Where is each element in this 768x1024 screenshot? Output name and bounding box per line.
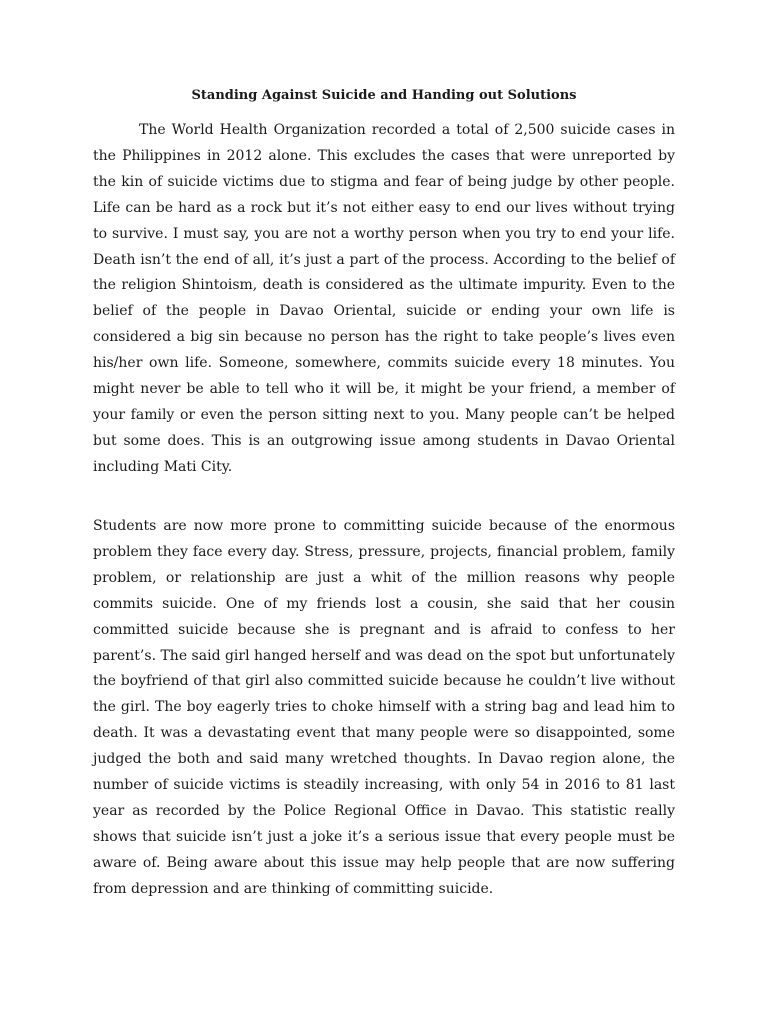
document-title: Standing Against Suicide and Handing out Solutions xyxy=(191,88,577,103)
document-page xyxy=(93,0,675,1024)
paragraph-1: The World Health Organization recorded a total of 2,500 suicide cases in the Philippines in 2012 alone. This excludes the cases that were unreported by the kin of suicide victims due to stigma and fear of being judge by other people. Life can be hard as a rock but it’s not either easy to end our lives without trying to survive. I must say, you are not a worthy person when you try to end your life. Death isn’t the end of all, it’s just a part of the process. According to the belief of the religion Shintoism, death is considered as the ultimate impurity. Even to the belief of the people in Davao Oriental, suicide or ending your own life is considered a big sin because no person has the right to take people’s lives even his/her own life. Someone, somewhere, commits suicide every 18 minutes. You might never be able to tell who it will be, it might be your friend, a member of your family or even the person sitting next to you. Many people can’t be helped but some does. This is an outgrowing issue among students in Davao Oriental including Mati City. xyxy=(93,122,675,475)
paragraph-2: Students are now more prone to committing suicide because of the enormous problem they face every day. Stress, pressure, projects, financial problem, family problem, or relationship are just a whit of the million reasons why people commits suicide. One of my friends lost a cousin, she said that her cousin committed suicide because she is pregnant and is afraid to confess to her parent’s. The said girl hanged herself and was dead on the spot but unfortunately the boyfriend of that girl also committed suicide because he couldn’t live without the girl. The boy eagerly tries to choke himself with a string bag and lead him to death. It was a devastating event that many people were so disappointed, some judged the both and said many wretched thoughts. In Davao region alone, the number of suicide victims is steadily increasing, with only 54 in 2016 to 81 last year as recorded by the Police Regional Office in Davao. This statistic really shows that suicide isn’t just a joke it’s a serious issue that every people must be aware of. Being aware about this issue may help people that are now suffering from depression and are thinking of committing suicide. xyxy=(93,518,676,897)
